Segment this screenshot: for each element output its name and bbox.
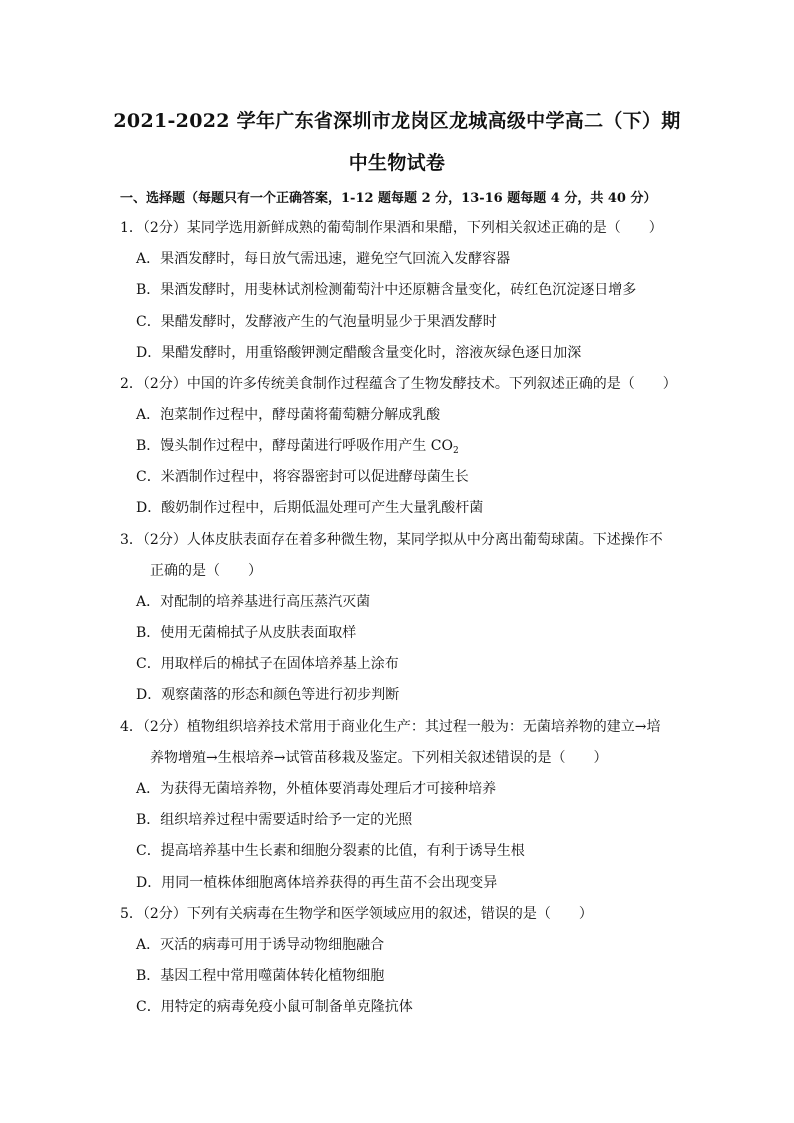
question-5-stem: 5．（2分）下列有关病毒在生物学和医学领域应用的叙述，错误的是（ ） [120, 906, 593, 922]
question-5-option-b: B．基因工程中常用噬菌体转化植物细胞 [136, 968, 385, 984]
question-2-stem: 2．（2分）中国的许多传统美食制作过程蕴含了生物发酵技术。下列叙述正确的是（ ） [120, 376, 677, 392]
question-2-option-b [136, 435, 459, 456]
question-1-option-a: A．果酒发酵时，每日放气需迅速，避免空气回流入发酵容器 [136, 251, 511, 267]
question-2-option-b-text: B．馒头制作过程中，酵母菌进行呼吸作用产生 CO [136, 438, 453, 454]
co2-subscript: 2 [452, 446, 459, 456]
question-5-option-c: C．用特定的病毒免疫小鼠可制备单克隆抗体 [136, 999, 413, 1015]
question-3-option-d: D．观察菌落的形态和颜色等进行初步判断 [136, 687, 400, 703]
page-title-line-1: 2021-2022 学年广东省深圳市龙岗区龙城高级中学高二（下）期 [113, 110, 681, 132]
question-1-stem: 1．（2分）某同学选用新鲜成熟的葡萄制作果酒和果醋，下列相关叙述正确的是（ ） [120, 220, 663, 236]
question-4-option-c: C．提高培养基中生长素和细胞分裂素的比值，有利于诱导生根 [136, 843, 525, 859]
question-4-option-b: B．组织培养过程中需要适时给予一定的光照 [136, 812, 413, 828]
page-title-line-2: 中生物试卷 [348, 152, 446, 174]
question-4-stem: 4．（2分）植物组织培养技术常用于商业化生产：其过程一般为：无菌培养物的建立→培 [120, 719, 661, 735]
section-heading: 一、选择题（每题只有一个正确答案，1-12 题每题 2 分，13-16 题每题 4 分，共 40 分） [120, 191, 657, 206]
question-3-option-c: C．用取样后的棉拭子在固体培养基上涂布 [136, 656, 399, 672]
question-2-option-a: A．泡菜制作过程中，酵母菌将葡萄糖分解成乳酸 [136, 407, 441, 423]
question-1-option-d: D．果醋发酵时，用重铬酸钾测定醋酸含量变化时，溶液灰绿色逐日加深 [136, 345, 582, 361]
question-1-option-c: C．果醋发酵时，发酵液产生的气泡量明显少于果酒发酵时 [136, 314, 497, 330]
question-2-option-c: C．米酒制作过程中，将容器密封可以促进酵母菌生长 [136, 469, 469, 485]
question-3-option-b: B．使用无菌棉拭子从皮肤表面取样 [136, 625, 357, 641]
question-4-option-a: A．为获得无菌培养物，外植体要消毒处理后才可接种培养 [136, 781, 497, 797]
question-3-option-a: A．对配制的培养基进行高压蒸汽灭菌 [136, 594, 371, 610]
question-2-option-d: D．酸奶制作过程中，后期低温处理可产生大量乳酸杆菌 [136, 500, 484, 516]
question-4-stem-continued: 养物增殖→生根培养→试管苗移栽及鉴定。下列相关叙述错误的是（ ） [150, 750, 608, 766]
question-1-option-b: B．果酒发酵时，用斐林试剂检测葡萄汁中还原糖含量变化，砖红色沉淀逐日增多 [136, 282, 637, 298]
question-5-option-a: A．灭活的病毒可用于诱导动物细胞融合 [136, 937, 385, 953]
question-3-stem-continued: 正确的是（ ） [150, 563, 262, 579]
question-3-stem: 3．（2分）人体皮肤表面存在着多种微生物，某同学拟从中分离出葡萄球菌。下述操作不 [120, 532, 663, 548]
question-4-option-d: D．用同一植株体细胞离体培养获得的再生苗不会出现变异 [136, 875, 498, 891]
